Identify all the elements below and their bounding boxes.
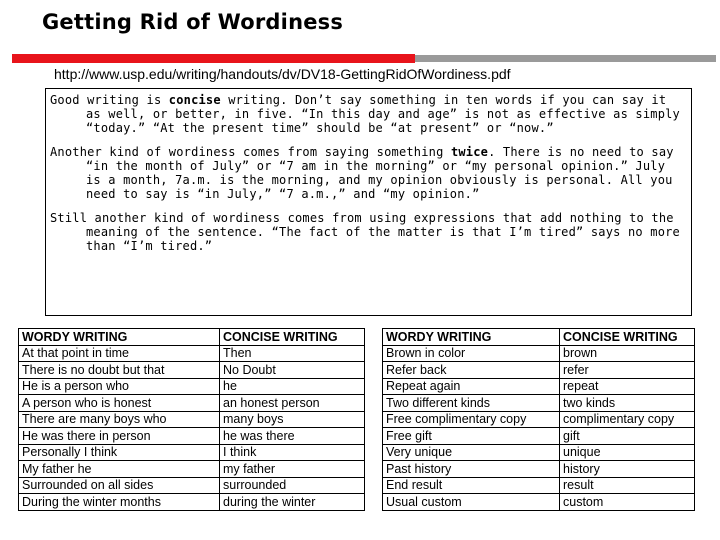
concise-cell: gift	[560, 428, 695, 445]
title-underline-red	[12, 54, 415, 63]
concise-cell: he was there	[220, 428, 365, 445]
paragraph-twice	[50, 145, 687, 201]
wordy-cell: Personally I think	[19, 444, 220, 461]
wordy-cell: Two different kinds	[383, 395, 560, 412]
table-row	[383, 494, 695, 511]
table-row	[383, 411, 695, 428]
table-row	[19, 461, 365, 478]
table-header-row	[19, 329, 365, 346]
concise-cell: brown	[560, 345, 695, 362]
column-header-concise: CONCISE WRITING	[560, 329, 695, 346]
table-row	[19, 345, 365, 362]
wordy-cell: Surrounded on all sides	[19, 477, 220, 494]
concise-cell: result	[560, 477, 695, 494]
wordy-cell: There is no doubt but that	[19, 362, 220, 379]
table-row	[19, 428, 365, 445]
concise-cell: history	[560, 461, 695, 478]
table-row	[19, 378, 365, 395]
wordy-cell: End result	[383, 477, 560, 494]
paragraph-text: Good writing is	[50, 93, 169, 107]
wordy-cell: Free complimentary copy	[383, 411, 560, 428]
paragraph-text: writing. Don’t say something in ten words if you can say it as well, or better, in five. “In this day and age” is not as effective as simply “today.” “At the present time” should be “at present” or “now.”	[86, 93, 680, 135]
concise-cell: refer	[560, 362, 695, 379]
concise-cell: custom	[560, 494, 695, 511]
wordy-cell: My father he	[19, 461, 220, 478]
emphasis-word: concise	[168, 93, 221, 107]
wordy-concise-table-left	[18, 328, 365, 511]
column-header-concise: CONCISE WRITING	[220, 329, 365, 346]
wordy-cell: He was there in person	[19, 428, 220, 445]
table-row	[383, 461, 695, 478]
wordy-cell: At that point in time	[19, 345, 220, 362]
concise-cell: two kinds	[560, 395, 695, 412]
concise-cell: I think	[220, 444, 365, 461]
paragraph-text: Another kind of wordiness comes from saying something	[50, 145, 451, 159]
table-row	[19, 494, 365, 511]
wordy-concise-table-right	[382, 328, 695, 511]
wordy-cell: A person who is honest	[19, 395, 220, 412]
concise-cell: an honest person	[220, 395, 365, 412]
table-row	[383, 362, 695, 379]
table-row	[19, 477, 365, 494]
wordy-cell: Past history	[383, 461, 560, 478]
table-row	[19, 444, 365, 461]
table-row	[383, 345, 695, 362]
wordy-cell: Usual custom	[383, 494, 560, 511]
paragraph-concise	[50, 93, 687, 135]
source-url: http://www.usp.edu/writing/handouts/dv/DV18-GettingRidOfWordiness.pdf	[54, 66, 511, 82]
concise-cell: No Doubt	[220, 362, 365, 379]
concise-cell: unique	[560, 444, 695, 461]
table-row	[19, 411, 365, 428]
concise-cell: he	[220, 378, 365, 395]
slide-title: Getting Rid of Wordiness	[42, 10, 344, 34]
table-row	[383, 395, 695, 412]
table-row	[383, 428, 695, 445]
paragraph-no-meaning	[50, 211, 687, 253]
wordy-cell: Repeat again	[383, 378, 560, 395]
table-row	[383, 477, 695, 494]
table-row	[383, 444, 695, 461]
table-row	[19, 362, 365, 379]
explanation-textbox	[45, 88, 692, 316]
emphasis-word: twice	[450, 145, 489, 159]
column-header-wordy: WORDY WRITING	[383, 329, 560, 346]
table-header-row	[383, 329, 695, 346]
wordy-cell: During the winter months	[19, 494, 220, 511]
paragraph-text: Still another kind of wordiness comes from using expressions that add nothing to the meaning of the sentence. “The fact of the matter is that I’m tired” says no more than “I’m tired.”	[50, 211, 680, 253]
table-row	[383, 378, 695, 395]
wordy-cell: Refer back	[383, 362, 560, 379]
paragraph-text: . There is no need to say “in the month of July” or “7 am in the morning” or “my personal opinion.” July is a month, 7a.m. is the morning, and my opinion obviously is personal. All you need to say is “in July,” “7 a.m.,” and “my opinion.”	[86, 145, 674, 201]
concise-cell: complimentary copy	[560, 411, 695, 428]
concise-cell: surrounded	[220, 477, 365, 494]
wordy-cell: Free gift	[383, 428, 560, 445]
table-row	[19, 395, 365, 412]
wordy-cell: He is a person who	[19, 378, 220, 395]
concise-cell: during the winter	[220, 494, 365, 511]
wordy-cell: There are many boys who	[19, 411, 220, 428]
concise-cell: many boys	[220, 411, 365, 428]
concise-cell: Then	[220, 345, 365, 362]
column-header-wordy: WORDY WRITING	[19, 329, 220, 346]
concise-cell: repeat	[560, 378, 695, 395]
concise-cell: my father	[220, 461, 365, 478]
wordy-cell: Very unique	[383, 444, 560, 461]
wordy-cell: Brown in color	[383, 345, 560, 362]
